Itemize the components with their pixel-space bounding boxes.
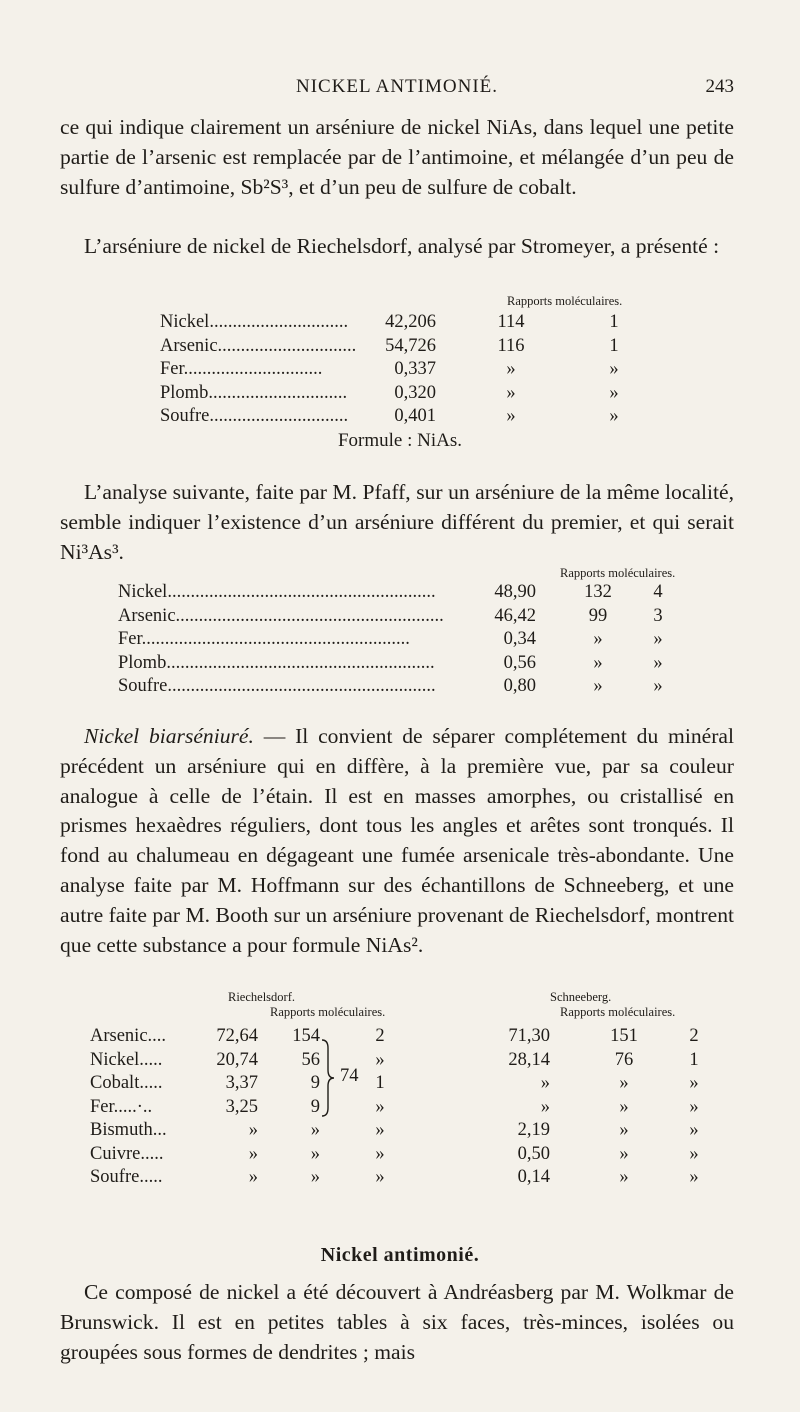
dot-leader: .......................................................... [166,652,435,673]
schneeberg-percentage: 28,14 [508,1049,550,1070]
schneeberg-percentage: 2,19 [517,1120,550,1140]
schneeberg-ratio-simplified: 2 [689,1026,699,1046]
dot-leader: .............................. [183,359,323,379]
element-label: Soufre [118,676,168,696]
table-row [0,1050,800,1074]
schneeberg-ratio: 76 [614,1049,634,1070]
element-name: Bismuth... [90,1120,167,1140]
formula-line: Formule : NiAs. [337,430,463,451]
schneeberg-percentage: » [540,1073,550,1093]
table-row [0,676,800,700]
riechelsdorf-ratio: » [310,1120,320,1140]
molecular-ratio: » [593,652,603,673]
schneeberg-ratio: 151 [610,1026,638,1046]
riechelsdorf-subheading: Rapports moléculaires. [270,1005,386,1019]
element-label: Plomb [160,382,209,403]
schneeberg-percentage: 0,50 [517,1143,550,1164]
element-name: Nickel..... [90,1049,163,1070]
element-name: Cuivre..... [90,1143,164,1164]
riechelsdorf-percentage: 72,64 [216,1026,258,1046]
molecular-ratio: » [506,359,516,379]
running-header [60,76,734,102]
molecular-ratio-simplified: » [653,629,663,649]
molecular-ratio: » [593,629,603,649]
element-label: Soufre [160,406,210,426]
element-name: Fer.....·.. [90,1096,153,1117]
riechelsdorf-ratio-simplified: » [375,1120,385,1140]
percentage-value: 0,34 [503,629,536,649]
molecular-ratio-simplified: 1 [609,335,619,356]
element-name [160,383,360,404]
schneeberg-ratio: » [619,1073,629,1093]
riechelsdorf-percentage: » [248,1143,258,1164]
riechelsdorf-ratio: » [310,1167,320,1187]
percentage-value: 0,320 [394,382,436,403]
section-title: Nickel antimonié. [320,1244,480,1266]
molecular-ratio: 132 [584,582,612,602]
molecular-ratio-simplified: » [609,382,619,403]
table-row [0,359,800,383]
dot-leader: .......................................................... [167,582,436,602]
molecular-ratio-simplified: » [653,676,663,696]
percentage-value: 54,726 [385,335,436,356]
dot-leader: .......................................................... [175,605,444,626]
dot-leader: .............................. [208,382,348,403]
molecular-ratio: 114 [497,312,525,332]
schneeberg-percentage: » [540,1096,550,1117]
molecular-ratio-simplified: 3 [653,605,663,626]
molecular-ratio: » [506,406,516,426]
riechelsdorf-ratio-simplified: » [375,1049,385,1070]
paragraph-3: L’analyse suivante, faite par M. Pfaff, sur un arséniure de la même localité, semble indiquer l’existence d’un arséniure différent du premier, et qui serait Ni³As³. [60,480,734,564]
table-row [0,406,800,430]
percentage-value: 0,337 [394,359,436,379]
paragraph-4-text: — Il convient de séparer complétement du minéral précédent un arséniure qui en diffère, à la première vue, par sa couleur analogue à celle de l’étain. Il est en masses amorphes, ou cristallisé en prismes hexaèdres réguliers, dont tous les angles et arêtes sont tronqués. Il fond au chalumeau en dégageant une fumée arsenicale très-abondante. Une analyse faite par M. Hoffmann sur des échantillons de Schneeberg, et une autre faite par M. Booth sur un arséniure provenant de Riechelsdorf, montrent que cette substance a pour formule NiAs². [60,724,734,957]
molecular-ratio: » [506,382,516,403]
dot-leader: .......................................................... [167,676,436,696]
table-caption: Rapports moléculaires. [507,294,623,308]
percentage-value: 0,56 [503,652,536,673]
schneeberg-ratio: » [619,1096,629,1117]
element-label: Arsenic [118,605,176,626]
table-caption: Rapports moléculaires. [560,566,676,580]
element-name [118,606,470,627]
element-label: Fer [160,359,184,379]
percentage-value: 48,90 [494,582,536,602]
riechelsdorf-ratio: 154 [292,1026,320,1046]
table-row [0,312,800,336]
analysis-table-pfaff [0,566,800,706]
schneeberg-heading: Schneeberg. [550,990,612,1004]
table-row [0,383,800,407]
element-name [118,629,470,650]
riechelsdorf-ratio: » [310,1143,320,1164]
schneeberg-ratio-simplified: » [689,1073,699,1093]
riechelsdorf-ratio: 9 [310,1073,320,1093]
element-label: Fer [118,629,142,649]
riechelsdorf-ratio-simplified: 1 [375,1073,385,1093]
brace-sum: 74 [340,1066,359,1086]
table-row [0,1120,800,1144]
table-row [0,582,800,606]
molecular-ratio: 116 [497,335,525,356]
schneeberg-percentage: 0,14 [517,1167,550,1187]
element-label: Nickel [118,582,168,602]
table-row [0,1144,800,1168]
element-name [118,653,470,674]
riechelsdorf-ratio-simplified: » [375,1096,385,1117]
molecular-ratio-simplified: 1 [609,312,619,332]
element-label: Nickel [160,312,210,332]
dot-leader: .............................. [217,335,357,356]
element-name [160,336,360,357]
table-row [0,336,800,360]
element-name [118,582,470,603]
percentage-value: 42,206 [385,312,436,332]
analysis-table-comparison [0,990,800,1220]
riechelsdorf-percentage: 3,25 [225,1096,258,1117]
table-row [0,1026,800,1050]
schneeberg-ratio-simplified: » [689,1167,699,1187]
element-name [160,312,360,333]
page-number: 243 [705,76,734,97]
molecular-ratio-simplified: » [609,406,619,426]
percentage-value: 0,80 [503,676,536,696]
schneeberg-ratio-simplified: 1 [689,1049,699,1070]
table-row [0,629,800,653]
table-row [0,1167,800,1191]
riechelsdorf-percentage: 3,37 [225,1073,258,1093]
element-name: Cobalt..... [90,1073,163,1093]
dot-leader: .............................. [209,406,349,426]
dot-leader: .......................................................... [141,629,410,649]
schneeberg-ratio: » [619,1143,629,1164]
schneeberg-ratio-simplified: » [689,1096,699,1117]
paragraph-4 [60,722,734,960]
percentage-value: 46,42 [494,605,536,626]
paragraph-5: Ce composé de nickel a été découvert à Andréasberg par M. Wolkmar de Brunswick. Il est en petites tables à six faces, très-minces, isolées ou groupées sous formes de dendrites ; mais [60,1280,734,1364]
schneeberg-ratio: » [619,1167,629,1187]
element-name [160,359,360,380]
riechelsdorf-heading: Riechelsdorf. [228,990,295,1004]
riechelsdorf-percentage: 20,74 [216,1049,258,1070]
schneeberg-percentage: 71,30 [508,1026,550,1046]
table-row [0,1097,800,1121]
molecular-ratio: 99 [588,605,608,626]
table-row [0,606,800,630]
schneeberg-ratio-simplified: » [689,1120,699,1140]
paragraph-1: ce qui indique clairement un arséniure de nickel NiAs, dans lequel une petite partie de l’arsenic est remplacée par de l’antimoine, et mélangée d’un peu de sulfure d’antimoine, Sb²S³, et d’un peu de sulfure de cobalt. [60,115,734,199]
element-name [118,676,470,697]
running-title: NICKEL ANTIMONIÉ. [295,76,499,97]
analysis-table-stromeyer [0,290,800,460]
mineral-name: Nickel biarséniuré. [84,724,254,748]
molecular-ratio-simplified: 4 [653,582,663,602]
dot-leader: .............................. [209,312,349,332]
riechelsdorf-ratio-simplified: » [375,1143,385,1164]
riechelsdorf-ratio: 9 [310,1096,320,1117]
molecular-ratio-simplified: » [653,652,663,673]
riechelsdorf-ratio-simplified: » [375,1167,385,1187]
riechelsdorf-percentage: » [248,1167,258,1187]
element-name: Soufre..... [90,1167,163,1187]
schneeberg-ratio-simplified: » [689,1143,699,1164]
paragraph-2: L’arséniure de nickel de Riechelsdorf, analysé par Stromeyer, a présenté : [84,234,720,258]
percentage-value: 0,401 [394,406,436,426]
table-row [0,1073,800,1097]
element-label: Plomb [118,652,167,673]
molecular-ratio: » [593,676,603,696]
schneeberg-subheading: Rapports moléculaires. [560,1005,676,1019]
element-name [160,406,360,427]
riechelsdorf-ratio-simplified: 2 [375,1026,385,1046]
element-label: Arsenic [160,335,218,356]
molecular-ratio-simplified: » [609,359,619,379]
element-name: Arsenic.... [90,1026,167,1046]
schneeberg-ratio: » [619,1120,629,1140]
table-row [0,653,800,677]
riechelsdorf-ratio: 56 [301,1049,320,1070]
riechelsdorf-percentage: » [248,1120,258,1140]
